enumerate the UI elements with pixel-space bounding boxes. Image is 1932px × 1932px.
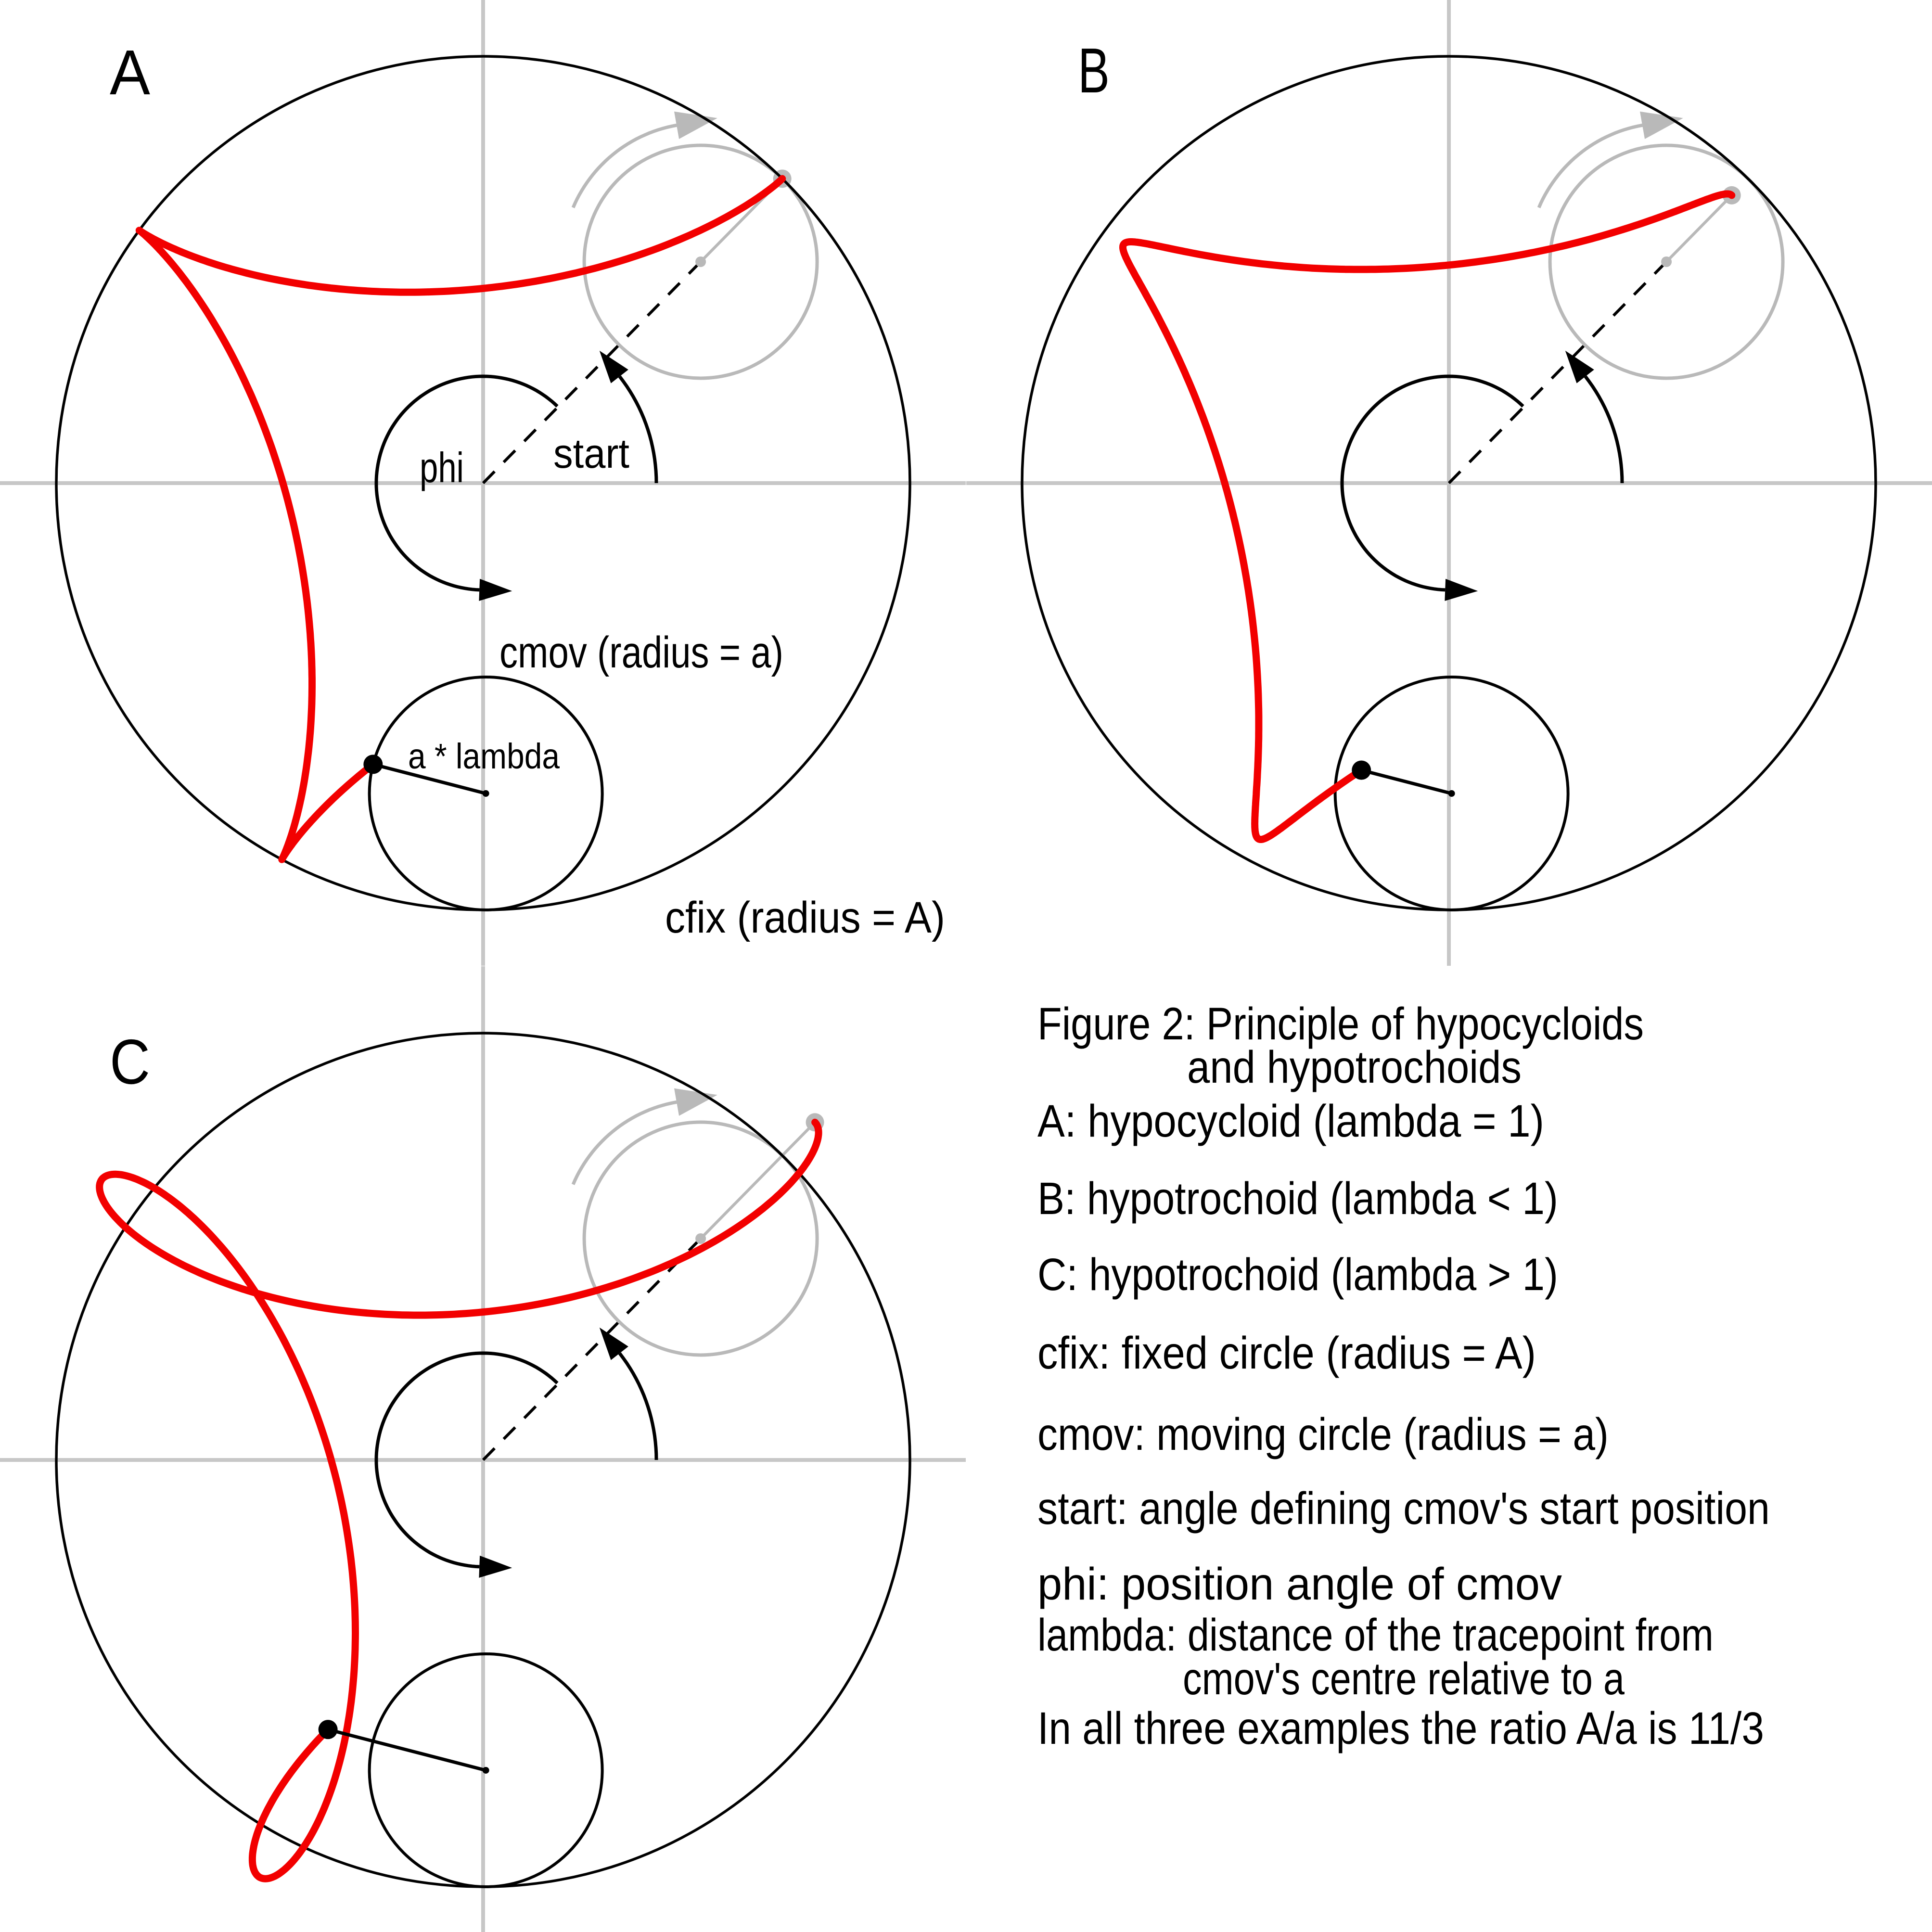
spin-direction-arc [573,1102,677,1184]
legend-line-cfix: cfix: fixed circle (radius = A) [1037,1328,1536,1379]
start-arrowhead-icon [600,351,628,384]
start-center-dot [695,1233,706,1244]
cmov-center-dot [483,1767,489,1774]
panel-a [0,0,966,966]
cfix-label: cfix (radius = A) [665,893,945,942]
panel-letter-a: A [110,37,150,108]
start-center-dot [695,256,706,267]
cmov-center-dot [1448,790,1455,797]
phi-arrowhead-icon [1445,579,1478,601]
spin-direction-arc [1539,125,1642,207]
legend-line-start: start: angle defining cmov's start position [1037,1483,1770,1534]
phi-arrowhead-icon [479,1556,512,1578]
cmov-center-dot [483,790,489,797]
start-arrowhead-icon [1565,351,1594,384]
legend-line-cmov: cmov: moving circle (radius = a) [1037,1409,1609,1460]
tracepoint-radius-line [1361,770,1451,793]
phi-arrowhead-icon [479,579,512,601]
start-arc [1586,376,1622,483]
tracepoint-dot [363,755,383,774]
start-center-dot [1661,256,1672,267]
legend-line-a: A: hypocycloid (lambda = 1) [1037,1096,1544,1147]
trace-curve [1123,194,1732,840]
legend-line-phi: phi: position angle of cmov [1037,1559,1562,1610]
legend-line-b: B: hypotrochoid (lambda < 1) [1037,1173,1558,1224]
tracepoint-dot [1352,761,1371,780]
spin-direction-arrowhead-icon [674,1088,717,1116]
panel-a-annotations [408,431,945,942]
legend-line-title-1: Figure 2: Principle of hypocycloids [1037,998,1644,1049]
legend-line-title-2: and hypotrochoids [1187,1042,1522,1093]
legend-text-block [1037,998,1770,1754]
phi-label: phi [420,444,464,491]
legend-line-ratio: In all three examples the ratio A/a is 11/3 [1037,1703,1764,1754]
tracepoint-radius-line [328,1729,486,1770]
panel-c [0,966,966,1932]
legend-line-c: C: hypotrochoid (lambda > 1) [1037,1249,1558,1300]
spin-direction-arc [573,125,677,207]
legend-line-lambda-1: lambda: distance of the tracepoint from [1037,1610,1714,1661]
start-arrowhead-icon [600,1328,628,1360]
tracepoint-dot [319,1720,338,1739]
start-arc [620,1353,656,1460]
spin-direction-arrowhead-icon [1640,112,1683,139]
spin-direction-arrowhead-icon [674,112,717,139]
cmov-label: cmov (radius = a) [499,628,783,677]
panel-letter-c: C [110,1026,150,1097]
a-lambda-label: a * lambda [408,736,560,776]
legend-line-lambda-2: cmov's centre relative to a [1183,1653,1625,1704]
start-label: start [553,431,630,477]
start-radius-line [701,1122,815,1239]
panel-b [966,0,1932,966]
panel-letter-b: B [1078,35,1110,106]
trace-curve [100,1122,819,1879]
